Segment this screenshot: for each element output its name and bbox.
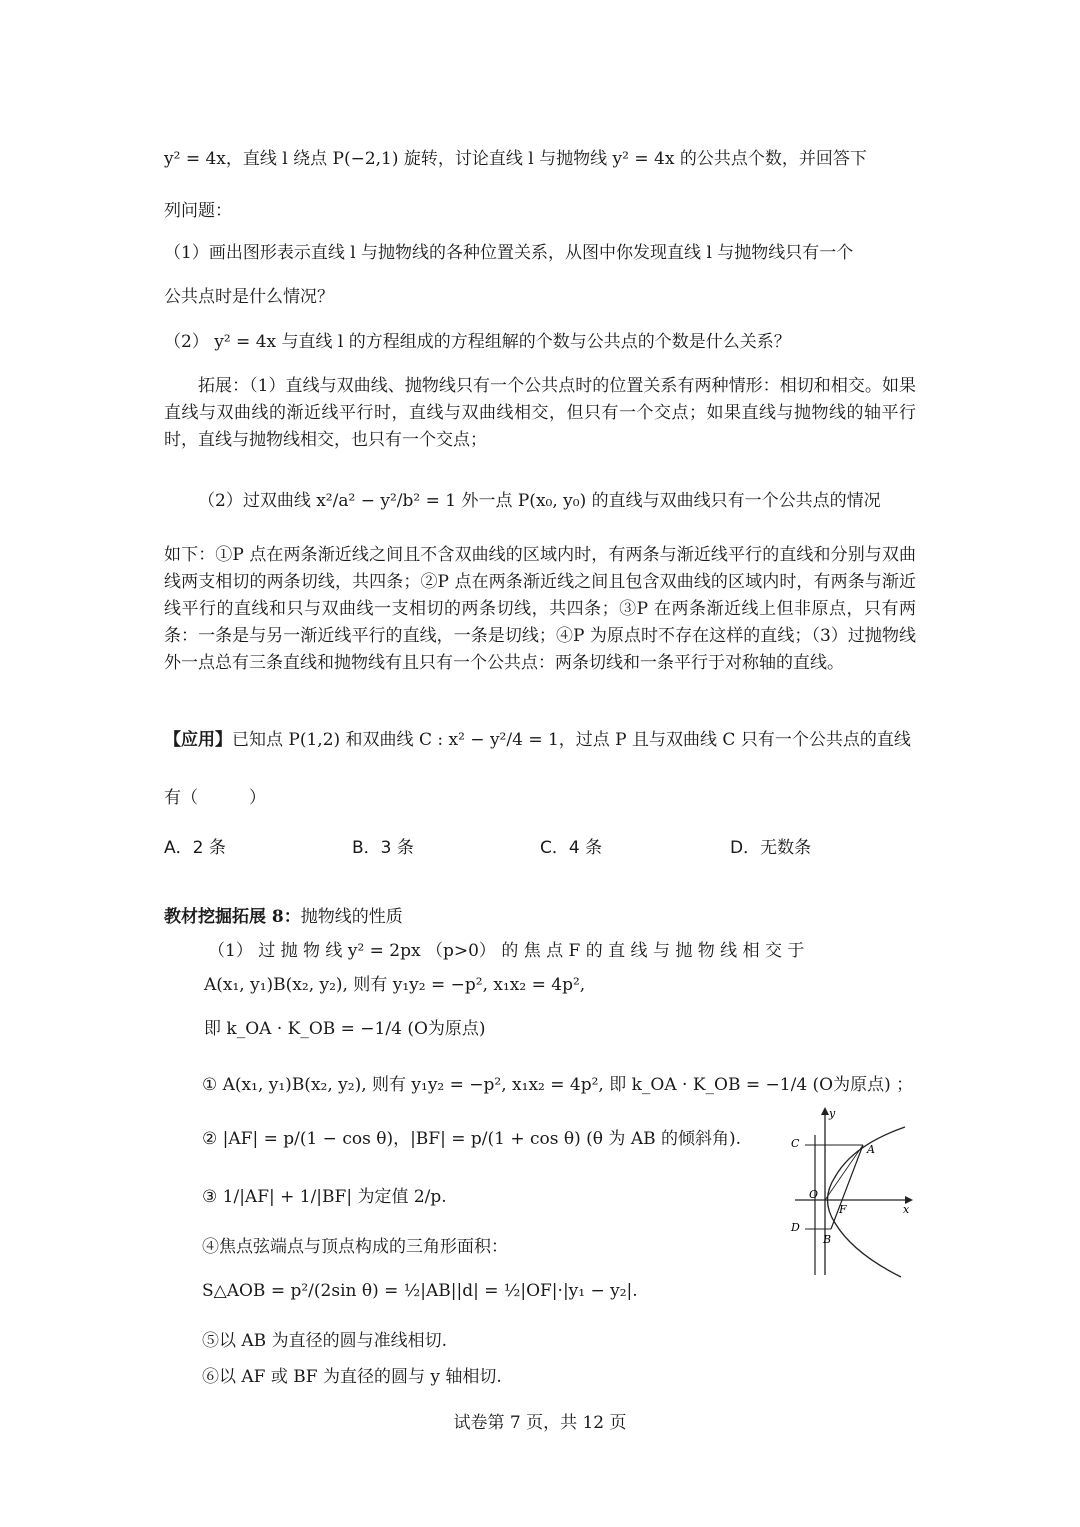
segment-oa	[825, 1145, 863, 1200]
option-b: B．3 条	[352, 838, 414, 858]
label-f: F	[839, 1203, 847, 1216]
property-5: ⑤以 AB 为直径的圆与准线相切.	[202, 1331, 447, 1351]
application-text: 已知点 P(1,2) 和双曲线 C : x² − y²/4 = 1，过点 P 且与双曲线 C 只有一个公共点的直线	[232, 730, 911, 750]
label-y: y	[829, 1107, 836, 1120]
application-blank: 有（ ）	[164, 788, 266, 808]
parabola-diagram	[775, 1105, 920, 1285]
label-x: x	[903, 1203, 910, 1216]
label-c: C	[791, 1137, 800, 1150]
question-1-line-2: 公共点时是什么情况？	[164, 287, 334, 307]
application-tag: 【应用】	[164, 730, 232, 750]
property-1: ① A(x₁, y₁)B(x₂, y₂), 则有 y₁y₂ = −p², x₁x₂ = 4p², 即 k_OA · K_OB = −1/4 (O为原点) ；	[202, 1075, 914, 1095]
section-8-p1-line-2: A(x₁, y₁)B(x₂, y₂), 则有 y₁y₂ = −p², x₁x₂ = 4p²,	[204, 975, 586, 995]
focal-chord	[831, 1145, 863, 1229]
property-6: ⑥以 AF 或 BF 为直径的圆与 y 轴相切.	[202, 1367, 502, 1387]
label-b: B	[823, 1233, 832, 1246]
label-d: D	[791, 1221, 800, 1234]
property-4: ④焦点弦端点与顶点构成的三角形面积：	[202, 1237, 508, 1257]
label-a: A	[867, 1143, 875, 1156]
option-d: D．无数条	[730, 838, 812, 858]
option-a: A．2 条	[164, 838, 226, 858]
label-o: O	[809, 1188, 819, 1201]
section-8-title-rest: 抛物线的性质	[300, 907, 403, 927]
section-8-title-bold: 教材挖掘拓展 8：	[164, 907, 301, 927]
intro-line-1: y² = 4x，直线 l 绕点 P(−2,1) 旋转，讨论直线 l 与抛物线 y² = 4x 的公共点个数，并回答下	[164, 149, 867, 169]
question-1-line-1: （1）画出图形表示直线 l 与抛物线的各种位置关系，从图中你发现直线 l 与抛物线只有一个	[164, 243, 854, 263]
extension-part-1: 拓展：（1）直线与双曲线、抛物线只有一个公共点时的位置关系有两种情形：相切和相交。如果直线与双曲线的渐近线平行时，直线与双曲线相交，但只有一个交点；如果直线与抛物线的轴平行时，直线与抛物线相交，也只有一个交点；	[164, 376, 916, 450]
option-c: C．4 条	[540, 838, 603, 858]
question-2: （2） y² = 4x 与直线 l 的方程组成的方程组解的个数与公共点的个数是什么关系？	[164, 332, 791, 352]
property-3: ③ 1/|AF| + 1/|BF| 为定值 2/p.	[202, 1187, 447, 1207]
page-footer: 试卷第 7 页，共 12 页	[453, 1413, 627, 1433]
section-8-p1-line-3: 即 k_OA · K_OB = −1/4 (O为原点)	[204, 1019, 486, 1039]
extension-part-2-heading: （2）过双曲线 x²/a² − y²/b² = 1 外一点 P(x₀, y₀) 的直线与双曲线只有一个公共点的情况	[198, 491, 881, 511]
property-2: ② |AF| = p/(1 − cos θ)，|BF| = p/(1 + cos θ) (θ 为 AB 的倾斜角).	[202, 1129, 742, 1149]
property-4-formula: S△AOB = p²/(2sin θ) = ½|AB||d| = ½|OF|·|y₁ − y₂|.	[202, 1281, 638, 1301]
section-8-title	[164, 904, 924, 930]
extension-part-2-body: 如下：①P 点在两条渐近线之间且不含双曲线的区域内时，有两条与渐近线平行的直线和分别与双曲线两支相切的两条切线，共四条；②P 点在两条渐近线之间且包含双曲线的区域内时，有两条与渐近线平行的直线和只与双曲线一支相切的两条切线，共四条；③P 在两条渐近线上但非原点，只有两条：一条是与另一渐近线平行的直线，一条是切线；④P 为原点时不存在这样的直线；（3）过抛物线外一点总有三条直线和抛物线有且只有一个公共点：两条切线和一条平行于对称轴的直线。	[164, 545, 916, 673]
application-question	[164, 727, 924, 753]
y-axis-arrow	[821, 1107, 829, 1115]
section-8-p1-line-1: （1） 过 抛 物 线 y² = 2px （p>0） 的 焦 点 F 的 直 线 与 抛 物 线 相 交 于	[208, 941, 805, 961]
intro-line-2: 列问题：	[164, 201, 232, 221]
